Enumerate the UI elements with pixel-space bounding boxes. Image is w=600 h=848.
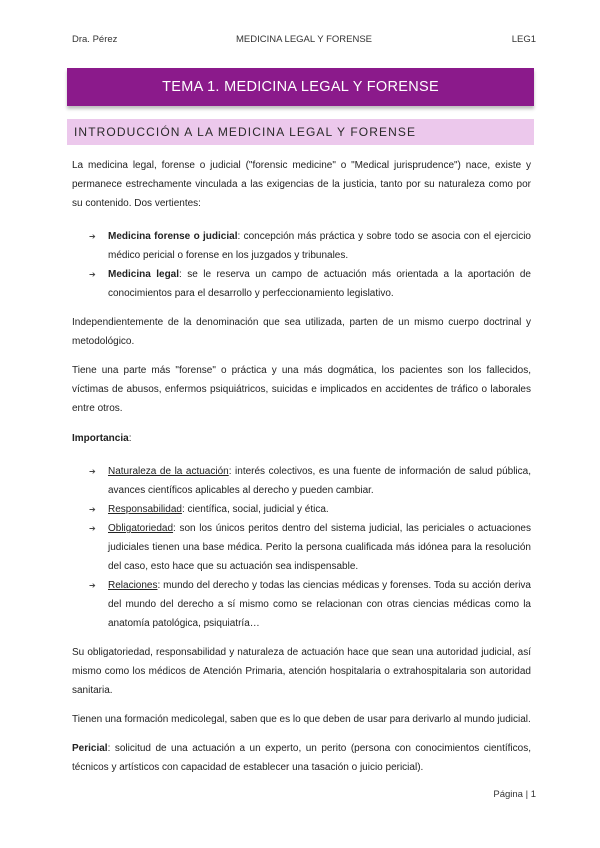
list-item: ➔ Obligatoriedad: son los únicos peritos dentro del sistema judicial, las periciales o actuaciones judiciales tienen una base médica. Perito la persona cualificada más idónea para la resolución del caso, esto hace que su actuación sea indispensable. [72,519,531,576]
arrow-bullet-icon: ➔ [89,505,96,514]
page-title: TEMA 1. MEDICINA LEGAL Y FORENSE [67,68,534,106]
formacion-paragraph: Tienen una formación medicolegal, saben que es lo que deben de usar para derivarlo al mundo judicial. [72,714,531,725]
term: Naturaleza de la actuación [108,466,229,477]
list-item: ➔ Medicina legal: se le reserva un campo de actuación más orientada a la aportación de conocimientos para el desarrollo y perfeccionamiento legislativo. [72,265,531,303]
list-item: ➔ Medicina forense o judicial: concepción más práctica y sobre todo se asocia con el ejercicio médico pericial o forense en los juzgados y tribunales. [72,227,531,265]
header-author: Dra. Pérez [72,34,118,45]
term: Relaciones [108,580,158,591]
tiene-parte-paragraph: Tiene una parte más "forense" o práctica y una más dogmática, los pacientes son los fallecidos, víctimas de abusos, enfermos psiquiátricos, suicidas e implicados en accidentes de tráfico o laborales entre otros. [72,365,531,414]
vertientes-list [72,227,531,303]
obligatoriedad-paragraph: Su obligatoriedad, responsabilidad y naturaleza de actuación hace que sean una autoridad judicial, así mismo como los médicos de Atención Primaria, atención hospitalaria o extrahospitalaria son autoridad sanitaria. [72,647,531,696]
term: Medicina forense o judicial [108,231,238,242]
list-item: ➔ Naturaleza de la actuación: interés colectivos, es una fuente de información de salud pública, avances científicos aplicables al derecho y pueden cambiar. [72,462,531,500]
page-number: Página | 1 [493,789,536,800]
importancia-list [72,462,531,633]
intro-paragraph: La medicina legal, forense o judicial ("forensic medicine" o "Medical jurisprudence") nace, existe y permanece estrechamente vinculada a las exigencias de la justicia, tanto por su naturaleza como por su contenido. Dos vertientes: [72,160,531,209]
independiente-paragraph: Independientemente de la denominación que sea utilizada, parten de un mismo cuerpo doctrinal y metodológico. [72,317,531,347]
arrow-bullet-icon: ➔ [89,467,96,476]
list-item: ➔ Responsabilidad: científica, social, judicial y ética. [72,500,531,519]
section-title: INTRODUCCIÓN A LA MEDICINA LEGAL Y FORENSE [67,119,534,145]
document-body [72,156,531,777]
pericial-paragraph: Pericial: solicitud de una actuación a un experto, un perito (persona con conocimientos científicos, técnicos y artísticos con capacidad de establecer una tasación o juicio pericial). [72,743,531,773]
term: Medicina legal [108,269,180,280]
term: Obligatoriedad [108,523,174,534]
header-subject: MEDICINA LEGAL Y FORENSE [235,34,373,45]
term: Responsabilidad [108,504,182,515]
arrow-bullet-icon: ➔ [89,270,96,279]
arrow-bullet-icon: ➔ [89,581,96,590]
page-header [72,34,536,48]
term: Pericial [72,743,108,754]
list-item: ➔ Relaciones: mundo del derecho y todas las ciencias médicas y forenses. Toda su acción deriva del mundo del derecho a sí mismo como se relacionan con otras ciencias médicas como la anatomía patológica, psiquiatría… [72,576,531,633]
arrow-bullet-icon: ➔ [89,232,96,241]
arrow-bullet-icon: ➔ [89,524,96,533]
importancia-heading: Importancia: [72,433,132,444]
header-code: LEG1 [511,34,536,45]
